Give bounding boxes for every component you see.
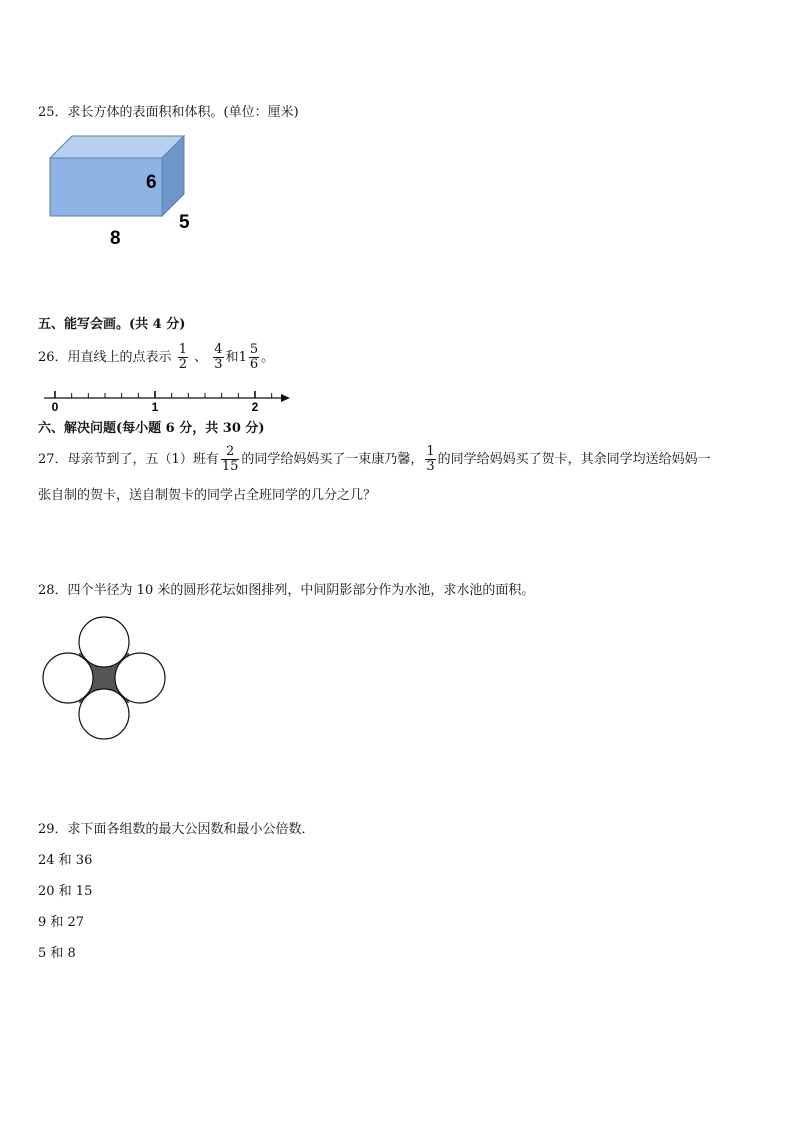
q29-text: 29．求下面各组数的最大公因数和最小公倍数． xyxy=(38,822,315,837)
number-line-label-2: 2 xyxy=(251,400,259,414)
fraction-two-fifteenths: $\frac{2}{15}$ xyxy=(221,444,239,474)
q28-text: 28．四个半径为 10 米的圆形花坛如图排列，中间阴影部分作为水池，求水池的面积。 xyxy=(38,583,535,598)
number-line xyxy=(38,384,298,414)
q25-text: 25．求长方体的表面积和体积。(单位：厘米) xyxy=(38,105,299,120)
fraction-one-half: $\frac{1}{2}$ xyxy=(178,342,187,372)
q26-line xyxy=(38,340,274,376)
section5-title: 五、能写会画。(共 4 分) xyxy=(38,317,186,332)
cuboid-figure xyxy=(40,130,200,250)
q27-part2: 的同学给妈妈买了一束康乃馨， xyxy=(241,452,424,467)
q26-suffix: 。 xyxy=(261,350,275,365)
flowerbeds-figure xyxy=(38,612,170,744)
flowerbed-right xyxy=(115,653,165,703)
fraction-five-sixths: $\frac{5}{6}$ xyxy=(249,342,259,372)
section6-title: 六、解决问题(每小题 6 分，共 30 分) xyxy=(38,421,265,436)
q26-sep2: 和 xyxy=(225,350,239,365)
number-line-arrow xyxy=(281,394,290,402)
q27-line2: 张自制的贺卡，送自制贺卡的同学占全班同学的几分之几？ xyxy=(38,488,377,503)
number-line-label-0: 0 xyxy=(51,400,59,414)
q29-item-4: 5 和 8 xyxy=(38,946,76,961)
fraction-one-third: $\frac{1}{3}$ xyxy=(426,444,435,474)
cuboid-height-label: 6 xyxy=(146,172,157,193)
flowerbed-top xyxy=(79,617,129,667)
flowerbed-bottom xyxy=(79,689,129,739)
q27-part3: 的同学给妈妈买了贺卡，其余同学均送给妈妈一 xyxy=(437,452,711,467)
fraction-four-thirds: $\frac{4}{3}$ xyxy=(214,342,223,372)
q29-item-2: 20 和 15 xyxy=(38,884,93,899)
cuboid-length-label: 8 xyxy=(110,228,121,249)
cuboid-width-label: 5 xyxy=(179,212,190,233)
mixed-number-whole: 1 xyxy=(238,350,247,365)
q27-part1: 27．母亲节到了，五（1）班有 xyxy=(38,452,219,467)
q26-sep1: 、 xyxy=(194,350,208,365)
cuboid-top-face xyxy=(50,136,184,158)
number-line-label-1: 1 xyxy=(151,400,159,414)
q26-prefix: 26．用直线上的点表示 xyxy=(38,350,172,365)
q27-line1 xyxy=(38,440,711,480)
flowerbed-left xyxy=(43,653,93,703)
q29-item-1: 24 和 36 xyxy=(38,853,93,868)
q29-item-3: 9 和 27 xyxy=(38,915,85,930)
